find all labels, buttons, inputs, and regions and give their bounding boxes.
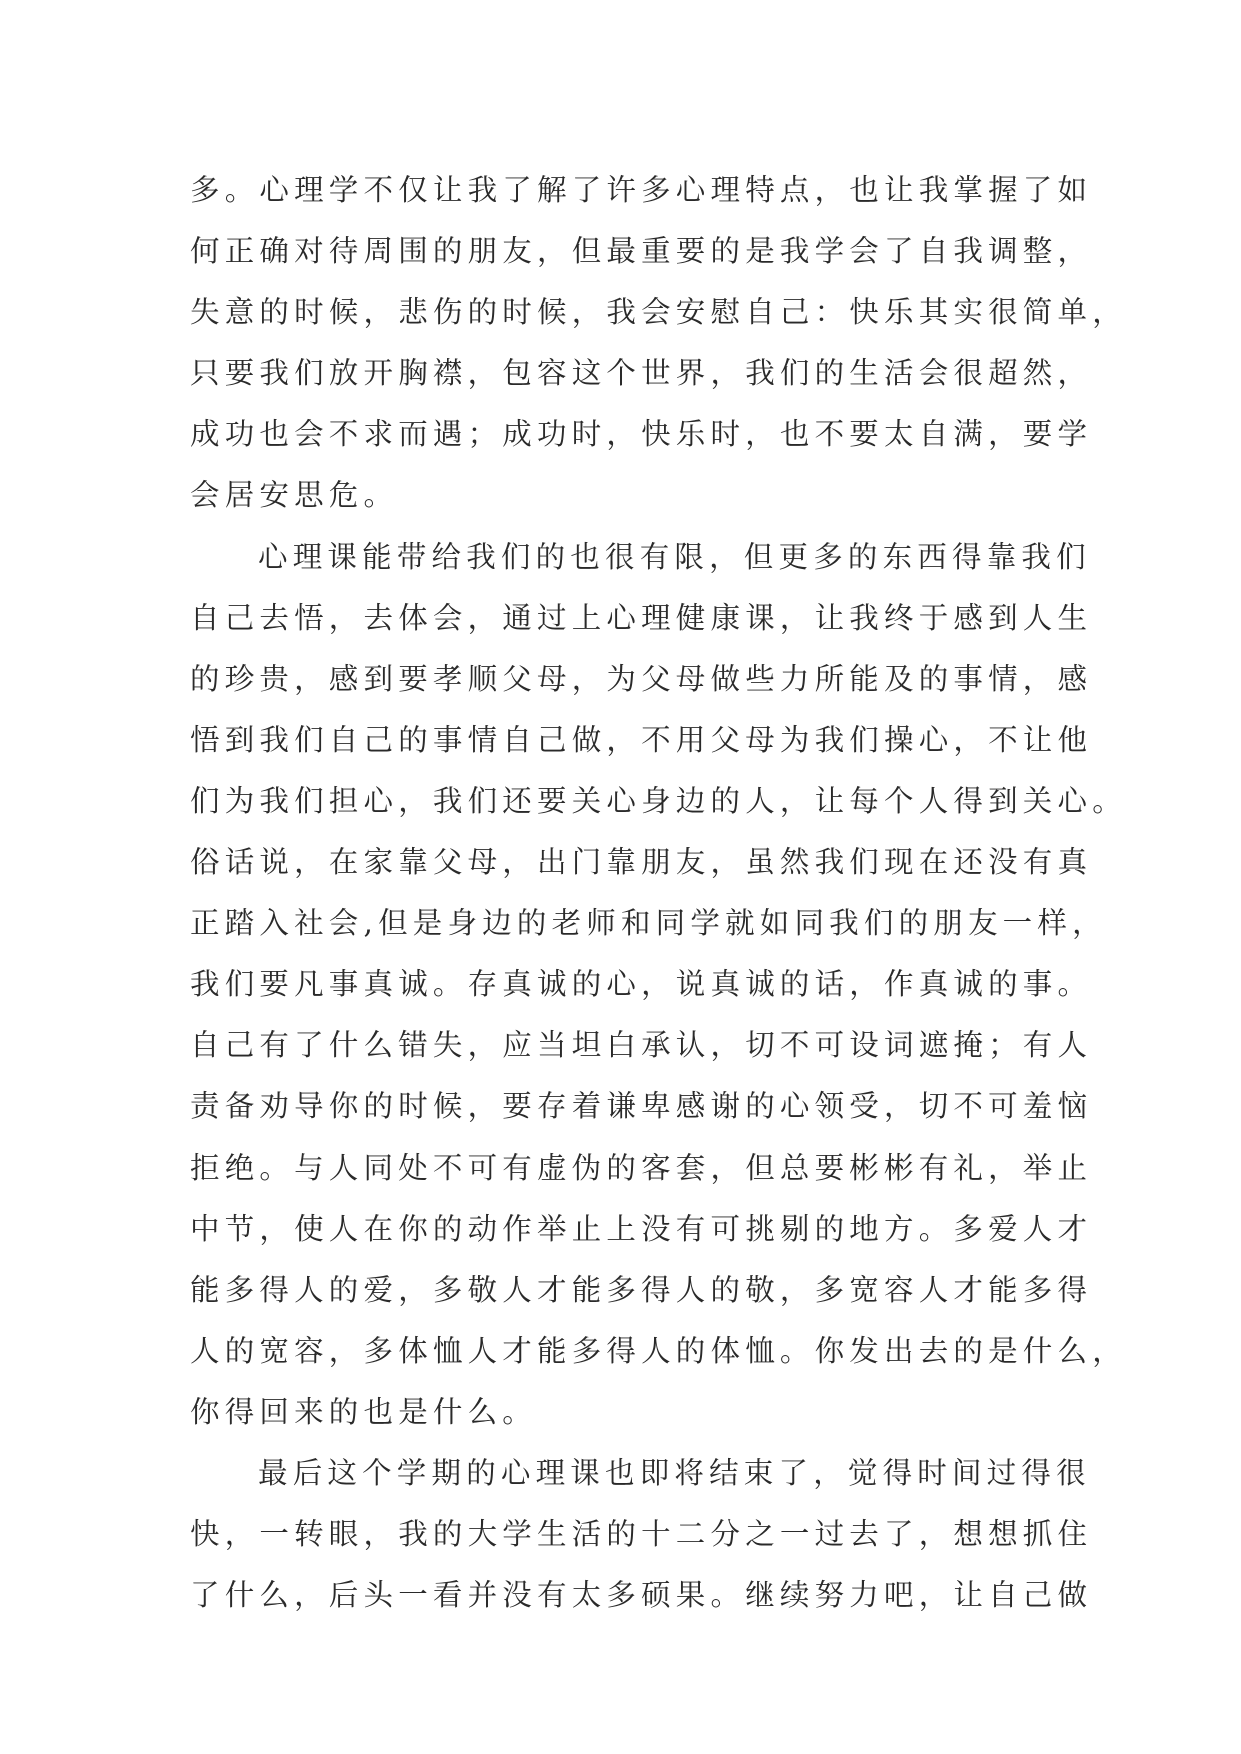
text-line: 责备劝导你的时候，要存着谦卑感谢的心领受，切不可羞恼 [190, 1089, 1093, 1124]
text-line: 成功也会不求而遇；成功时，快乐时，也不要太自满，要学 [190, 417, 1093, 452]
text-line: 俗话说，在家靠父母，出门靠朋友，虽然我们现在还没有真 [190, 845, 1093, 880]
text-line: 何正确对待周围的朋友，但最重要的是我学会了自我调整， [190, 234, 1093, 269]
text-line: 心理课能带给我们的也很有限，但更多的东西得靠我们 [258, 539, 1091, 574]
text-line: 人的宽容，多体恤人才能多得人的体恤。你发出去的是什么， [190, 1333, 1127, 1368]
text-line: 会居安思危。 [190, 478, 399, 513]
text-line: 拒绝。与人同处不可有虚伪的客套，但总要彬彬有礼，举止 [190, 1150, 1093, 1185]
paragraph-2 [190, 527, 1127, 1443]
text-line: 自己去悟，去体会，通过上心理健康课，让我终于感到人生 [190, 600, 1093, 635]
text-line: 你得回来的也是什么。 [190, 1394, 538, 1429]
text-line: 我们要凡事真诚。存真诚的心，说真诚的话，作真诚的事。 [190, 967, 1093, 1002]
paragraph-3 [190, 1443, 1093, 1626]
text-line: 自己有了什么错失，应当坦白承认，切不可设词遮掩；有人 [190, 1028, 1093, 1063]
text-line: 了什么，后头一看并没有太多硕果。继续努力吧，让自己做 [190, 1578, 1093, 1613]
text-line: 们为我们担心，我们还要关心身边的人，让每个人得到关心。 [190, 783, 1127, 818]
text-line: 中节，使人在你的动作举止上没有可挑剔的地方。多爱人才 [190, 1211, 1093, 1246]
text-line: 最后这个学期的心理课也即将结束了，觉得时间过得很 [258, 1455, 1091, 1490]
text-line: 悟到我们自己的事情自己做，不用父母为我们操心，不让他 [190, 722, 1093, 757]
body-text [190, 160, 1127, 1626]
text-line: 正踏入社会,但是身边的老师和同学就如同我们的朋友一样， [190, 906, 1107, 941]
text-line: 能多得人的爱，多敬人才能多得人的敬，多宽容人才能多得 [190, 1272, 1093, 1307]
text-line: 的珍贵，感到要孝顺父母，为父母做些力所能及的事情，感 [190, 661, 1093, 696]
text-line: 只要我们放开胸襟，包容这个世界，我们的生活会很超然， [190, 356, 1093, 391]
paragraph-1 [190, 160, 1127, 527]
text-line: 失意的时候，悲伤的时候，我会安慰自己：快乐其实很简单， [190, 295, 1127, 330]
text-line: 多。心理学不仅让我了解了许多心理特点，也让我掌握了如 [190, 173, 1093, 207]
text-line: 快，一转眼，我的大学生活的十二分之一过去了，想想抓住 [190, 1517, 1093, 1552]
